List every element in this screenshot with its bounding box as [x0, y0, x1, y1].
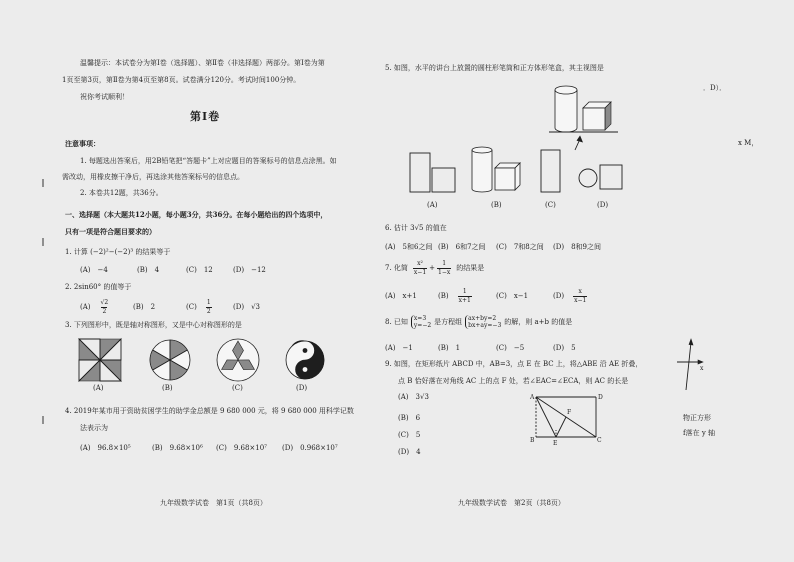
question-5-label-d: (D) — [597, 201, 609, 209]
option-label: (B) — [133, 303, 144, 311]
question-3-stem: 3. 下列图形中，既是轴对称图形，又是中心对称图形的是 — [65, 321, 242, 329]
option-value: 4 — [416, 448, 421, 456]
arrow-head-icon — [689, 339, 693, 345]
equation-1: ax+by=2 — [468, 315, 497, 322]
option-value: 4 — [154, 266, 160, 274]
part-heading-line-2: 只有一项是符合题目要求的） — [65, 227, 156, 236]
page-1-footer: 九年级数学试卷 第1页（共8页） — [160, 499, 267, 507]
option-label: (D) — [553, 243, 565, 251]
stem-prefix: 8. 已知 — [385, 318, 408, 326]
option-label: (B) — [152, 444, 163, 452]
circle — [579, 169, 597, 187]
edge-axis-figure — [677, 339, 704, 390]
question-4-stem-line-1: 4. 2019年某市用于资助贫困学生的助学金总额是 9 680 000 元，将 9 680 000 用科学记数 — [65, 407, 354, 415]
square — [600, 165, 622, 189]
denominator: x−1 — [413, 268, 427, 276]
option-value: 5 — [571, 344, 576, 352]
segment-ef — [556, 417, 566, 437]
option-label: (B) — [438, 292, 449, 300]
option-label: (A) — [80, 444, 91, 452]
cylinder-top — [472, 147, 492, 153]
edge-fragment-1: ．D）． — [703, 84, 727, 92]
cube-side-face — [515, 163, 520, 190]
equation-2: bx+ay=−3 — [468, 322, 502, 329]
option-label: (A) — [385, 344, 396, 352]
option-value: −1 — [402, 344, 413, 352]
cylinder-body — [472, 150, 492, 192]
option-value: 9.68×10⁷ — [233, 444, 267, 452]
option-value: 9.68×10⁶ — [169, 444, 203, 452]
option-label: (C) — [496, 292, 507, 300]
option-value: 5和6之间 — [402, 243, 433, 251]
option-label: (B) — [438, 243, 449, 251]
option-label: (A) — [385, 243, 396, 251]
stem-suffix: 的结果是 — [456, 264, 485, 272]
question-5-label-c: (C) — [545, 201, 556, 209]
option-label: (D) — [233, 303, 245, 311]
numerator: x² — [417, 259, 423, 267]
denominator: 2 — [102, 307, 107, 315]
cube-front-face — [495, 168, 515, 190]
notice-line-1: 温馨提示：本试卷分为第Ⅰ卷（选择题）、第Ⅱ卷（非选择题）两部分。第Ⅰ卷为第 — [80, 59, 325, 67]
question-5-stem: 5. 如图，水平的讲台上放置的圆柱形笔筒和正方体形笔盒，其主视图是 — [385, 64, 604, 72]
question-2-stem: 2. 2sin60° 的值等于 — [65, 283, 132, 291]
option-value: 3√3 — [415, 393, 429, 401]
point-label-b: B — [530, 437, 535, 444]
fold-line-ae — [536, 397, 556, 437]
option-value: x−1 — [513, 292, 529, 300]
option-value: 2 — [150, 303, 156, 311]
option-value: 1 — [455, 344, 461, 352]
stem-prefix: 7. 化简 — [385, 264, 408, 272]
note-1-line-2: 需改动，用橡皮擦干净后，再选涂其他答案标号的信息点。 — [62, 173, 244, 181]
arrow-head-icon — [698, 360, 703, 364]
numerator: √2 — [100, 298, 109, 306]
pinwheel-figure — [79, 339, 121, 381]
question-5-label-b: (B) — [491, 201, 502, 209]
cylinder-and-cube-3d — [472, 147, 520, 192]
denominator: x−1 — [574, 296, 587, 304]
tall-rect — [410, 153, 430, 192]
yin-yang-figure — [286, 341, 324, 379]
option-label: (D) — [398, 448, 410, 456]
three-rhombus-figure — [217, 339, 259, 381]
point-label-a: A — [530, 394, 535, 401]
numerator: 1 — [206, 298, 211, 306]
question-1-stem: 1. 计算 (−2)²−(−2)³ 的结果等于 — [65, 248, 171, 256]
light-dot — [303, 367, 308, 372]
question-6-stem: 6. 估计 3√5 的值在 — [385, 224, 447, 232]
numerator: 1 — [442, 259, 447, 267]
option-value: 6 — [415, 414, 421, 422]
plus-sign: + — [429, 264, 436, 272]
dark-dot — [303, 348, 308, 353]
option-value: 12 — [203, 266, 213, 274]
option-value: −4 — [97, 266, 108, 274]
circle-spokes-figure — [150, 340, 190, 380]
edge-fragment-3: 物正方形 — [683, 414, 711, 422]
option-label: (D) — [282, 444, 294, 452]
option-label: (D) — [553, 292, 565, 300]
option-value: 7和8之间 — [513, 243, 544, 251]
option-label: (C) — [186, 303, 197, 311]
option-value: √3 — [251, 303, 260, 311]
option-label: (C) — [186, 266, 197, 274]
option-label: (B) — [438, 344, 449, 352]
question-9-stem-line-2: 点 B 恰好落在对角线 AC 上的点 F 处，若∠EAC=∠ECA，则 AC 的长是 — [398, 377, 629, 385]
note-1-line-1: 1. 每题选出答案后，用2B铅笔把“答题卡”上对应题目的答案标号的信息点涂黑。如 — [80, 157, 337, 165]
question-4-stem-line-2: 法表示为 — [80, 424, 108, 432]
front-view-two-rects — [410, 153, 455, 192]
option-label: (A) — [80, 266, 91, 274]
good-luck-text: 祝你考试顺利！ — [80, 93, 129, 101]
question-5-label-a: (A) — [427, 201, 438, 209]
denominator: 1−x — [438, 268, 451, 276]
circle-and-square — [579, 165, 622, 189]
option-value: −12 — [251, 266, 266, 274]
arrow-head-icon — [577, 136, 583, 142]
point-label-d: D — [598, 394, 603, 401]
slanted-line — [686, 342, 691, 390]
option-label: (C) — [496, 243, 507, 251]
option-label: (B) — [398, 414, 409, 422]
solution-x: x=3 — [413, 315, 427, 322]
tall-rect — [541, 150, 560, 192]
numerator: 1 — [462, 287, 467, 295]
option-label: (C) — [216, 444, 227, 452]
note-2: 2. 本卷共12题，共36分。 — [80, 189, 163, 197]
option-value: 8和9之间 — [571, 243, 601, 251]
page-2-footer: 九年级数学试卷 第2页（共8页） — [458, 499, 565, 507]
cube-front-face — [583, 108, 605, 130]
cylinder-cube-scene — [549, 86, 618, 150]
denominator: 2 — [206, 307, 211, 315]
notes-heading: 注意事项： — [65, 139, 100, 148]
option-value: 5 — [415, 431, 421, 439]
cylinder-top — [555, 86, 577, 94]
point-label-c: C — [597, 437, 602, 444]
option-value: 6和7之间 — [455, 243, 486, 251]
cylinder-body — [555, 90, 577, 132]
section-title: 第Ⅰ卷 — [190, 110, 221, 123]
stem-middle: 是方程组 — [434, 318, 463, 326]
short-rect — [432, 168, 455, 192]
question-9-stem-line-1: 9. 如图，在矩形纸片 ABCD 中，AB=3，点 E 在 BC 上，将△ABE 沿 AE 折叠， — [385, 360, 643, 368]
option-label: (D) — [233, 266, 245, 274]
point-label-e: E — [553, 440, 558, 447]
folded-rectangle-figure — [529, 394, 603, 447]
option-value: x+1 — [402, 292, 417, 300]
point-label-f: F — [567, 409, 572, 416]
question-3-label-a: (A) — [93, 384, 104, 392]
denominator: x+1 — [458, 296, 471, 304]
part-heading-line-1: 一、选择题（本大题共12小题，每小题3分，共36分。在每小题给出的四个选项中， — [65, 210, 328, 219]
question-3-label-d: (D) — [296, 384, 308, 392]
edge-fragment-2: x M， — [738, 139, 759, 147]
axis-label-x: x — [700, 365, 704, 372]
option-value: 96.8×10⁵ — [97, 444, 131, 452]
single-rect — [541, 150, 560, 192]
option-label: (D) — [553, 344, 565, 352]
option-label: (A) — [80, 303, 91, 311]
option-label: (A) — [398, 393, 409, 401]
solution-y: y=−2 — [413, 322, 432, 329]
edge-fragment-4: f落在 y 轴 — [683, 429, 715, 437]
question-3-label-b: (B) — [162, 384, 173, 392]
option-label: (B) — [137, 266, 148, 274]
option-label: (C) — [496, 344, 507, 352]
option-value: 0.968×10⁷ — [300, 444, 338, 452]
stem-suffix: 的解，则 a+b 的值是 — [504, 318, 573, 326]
notice-line-2: 1页至第3页，第Ⅱ卷为第4页至第8页。试卷满分120分。考试时间100分钟。 — [62, 76, 301, 84]
option-label: (C) — [398, 431, 409, 439]
option-value: −5 — [513, 344, 525, 352]
option-label: (A) — [385, 292, 396, 300]
numerator: x — [578, 287, 582, 295]
question-3-label-c: (C) — [232, 384, 243, 392]
